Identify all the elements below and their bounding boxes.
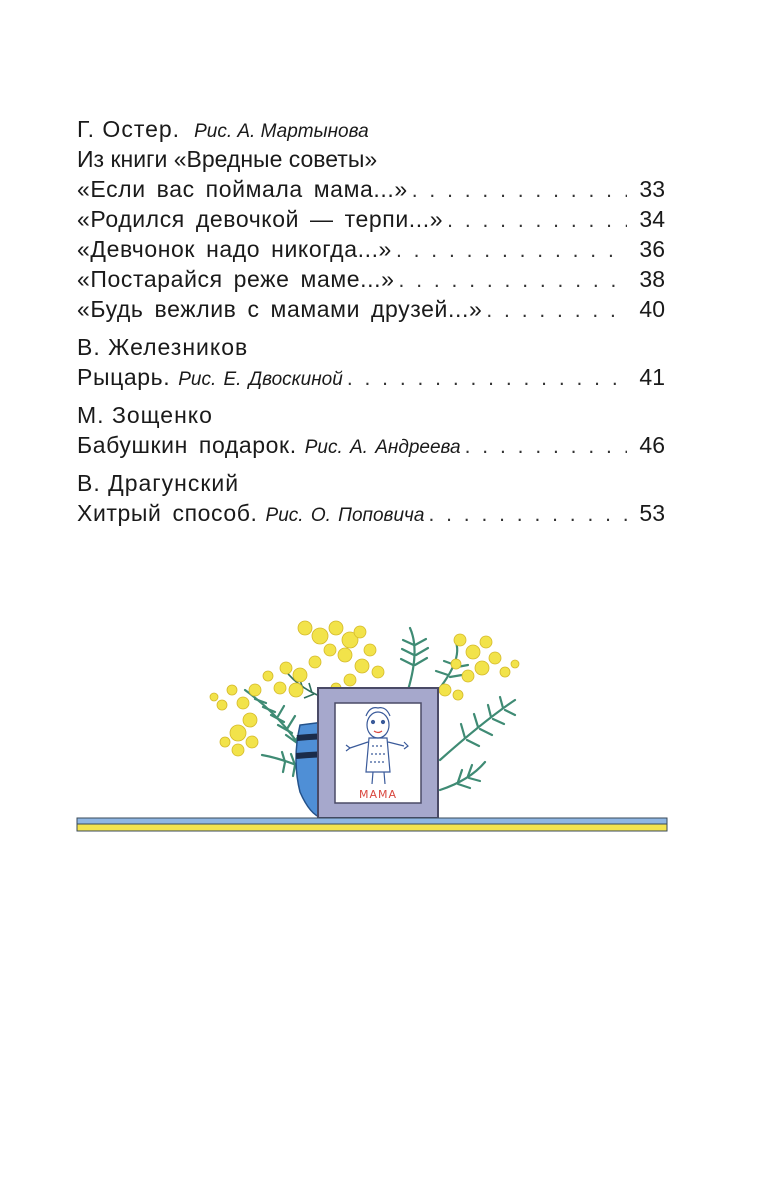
toc-author-oster [77,114,665,144]
author-name: В. Железников [77,334,249,360]
entry-title [77,430,461,463]
toc-author-zheleznikov [77,332,665,362]
page-number: 33 [639,176,665,202]
story-title: Бабушкин подарок. [77,432,297,458]
toc-entry[interactable] [77,362,665,392]
drawing-caption: МАМА [358,788,398,801]
page-number: 41 [639,364,665,390]
toc-entry[interactable] [77,294,665,324]
mimosa-vase-illustration [0,600,780,850]
toc-entry[interactable] [77,498,665,528]
toc-entry[interactable] [77,264,665,294]
toc-entry[interactable] [77,204,665,234]
author-name: М. Зощенко [77,402,213,428]
toc-author-zoshchenko [77,400,665,430]
book-title: Из книги «Вредные советы» [77,146,378,172]
dot-leader [447,206,627,236]
page-number: 40 [639,296,665,322]
entry-title [77,362,343,395]
author-name: В. Драгунский [77,470,240,496]
story-title: Рыцарь. [77,364,171,390]
story-title: Хитрый способ. [77,500,258,526]
illustrator-credit: Рис. О. Поповича [265,505,425,526]
dot-leader [486,296,627,326]
entry-title: «Будь вежлив с мамами друзей...» [77,296,483,322]
illustrator-credit: Рис. А. Мартынова [194,121,369,142]
entry-title [77,498,424,531]
toc-entry[interactable] [77,174,665,204]
toc-author-dragunsky [77,468,665,498]
toc-book-title [77,144,665,174]
author-name: Г. Остер. [77,116,181,142]
entry-title: «Постарайся реже маме...» [77,266,395,292]
dot-leader [428,500,627,530]
shelf [77,818,667,831]
page-number: 34 [639,206,665,232]
illustrator-credit: Рис. Е. Двоскиной [178,369,343,390]
page-number: 53 [639,500,665,526]
entry-title: «Девчонок надо никогда...» [77,236,392,262]
dot-leader [465,432,627,462]
dot-leader [396,236,627,266]
page-number: 46 [639,432,665,458]
dot-leader [412,176,627,206]
page-number: 36 [639,236,665,262]
toc-entry[interactable] [77,234,665,264]
dot-leader [347,364,627,394]
illustrator-credit: Рис. А. Андреева [304,437,461,458]
entry-title: «Если вас поймала мама...» [77,176,408,202]
entry-title: «Родился девочкой — терпи...» [77,206,444,232]
table-of-contents [77,114,665,528]
dot-leader [399,266,627,296]
toc-entry[interactable] [77,430,665,460]
page-number: 38 [639,266,665,292]
